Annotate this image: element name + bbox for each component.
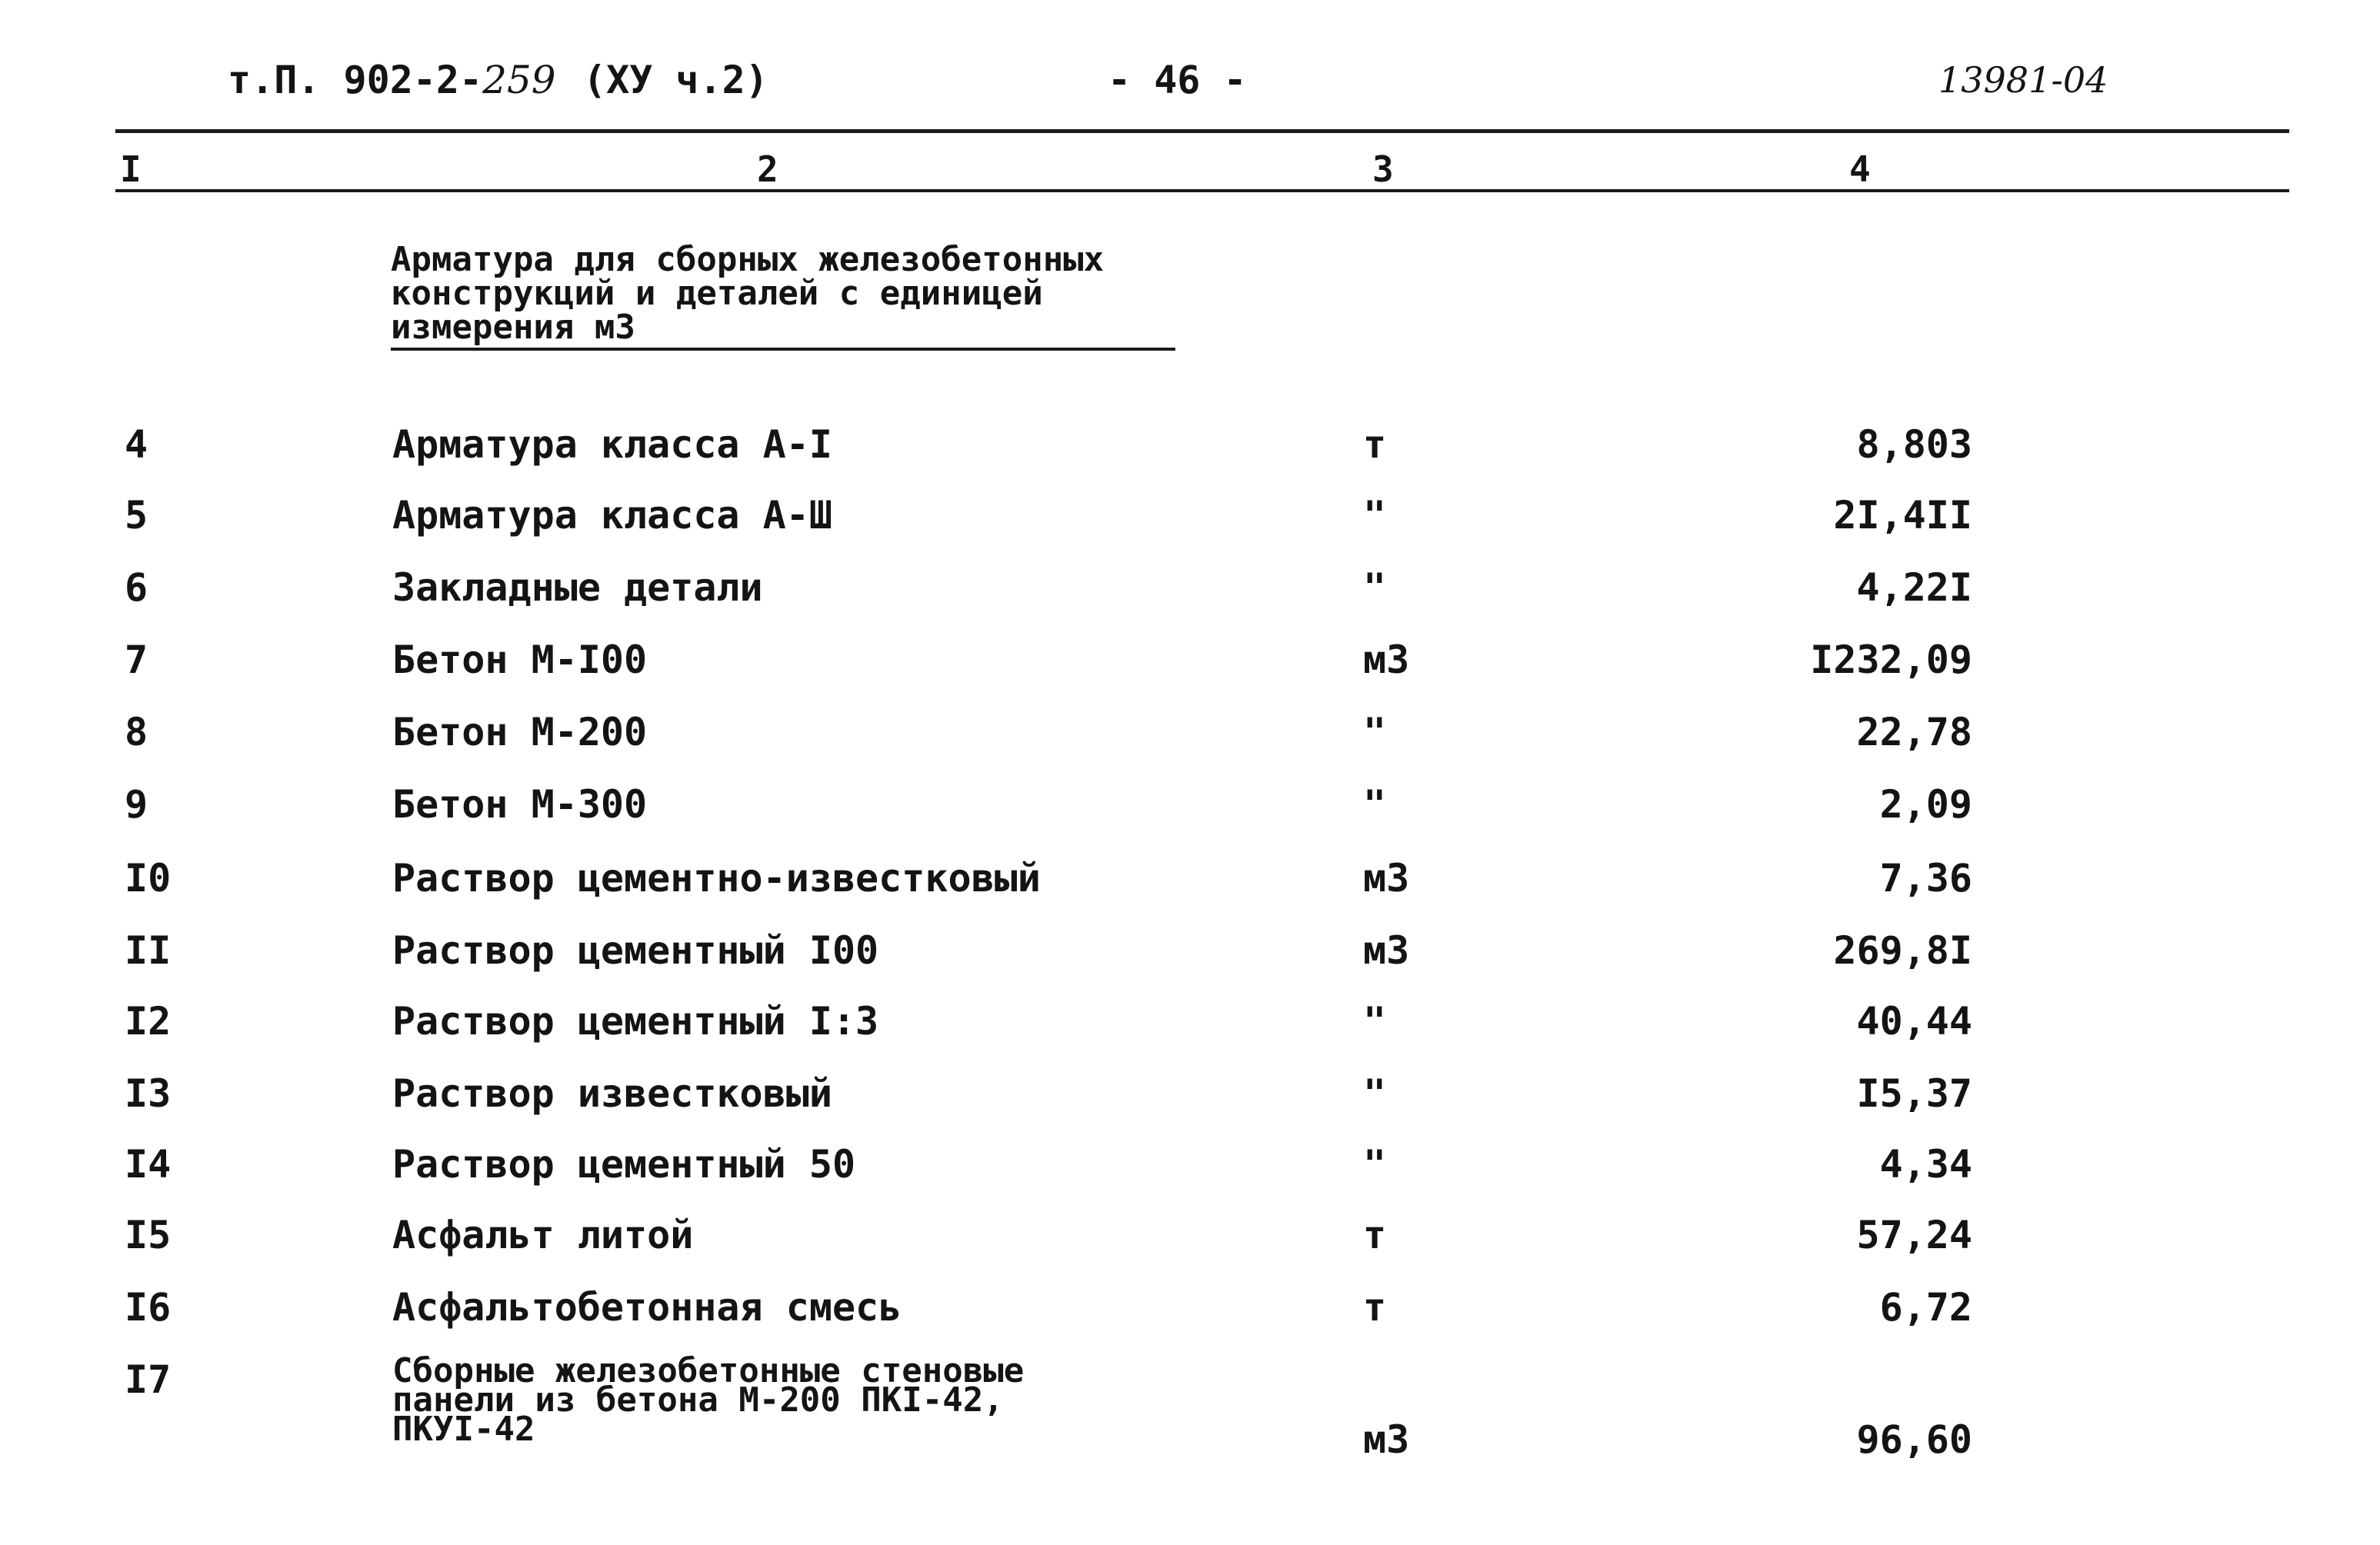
row-number: 4: [125, 422, 148, 467]
document-part: (ХУ ч.2): [583, 58, 768, 102]
row-name: Раствор цементный I00: [392, 928, 879, 973]
sheet-code: 13981-04: [1938, 59, 2108, 101]
row-value: I5,37: [1856, 1071, 1972, 1116]
document-reference: [228, 57, 556, 103]
row-value: 6,72: [1879, 1285, 1972, 1330]
document-reference-handwritten: 259: [482, 58, 556, 102]
row-name: Раствор цементно-известковый: [392, 856, 1041, 901]
row-unit: т: [1363, 422, 1387, 467]
table-row: [0, 855, 2380, 924]
row-unit: ": [1363, 565, 1387, 610]
table-row: [0, 1141, 2380, 1210]
row-value: 269,8I: [1833, 928, 1972, 973]
row-name: Раствор цементный 50: [392, 1142, 856, 1187]
row-name: Раствор цементный I:3: [392, 999, 879, 1044]
row-number: I3: [125, 1071, 172, 1116]
table-row: [0, 1284, 2380, 1354]
row-name: Асфальтобетонная смесь: [392, 1285, 902, 1330]
page-number: - 46 -: [1108, 58, 1247, 102]
row-unit: м3: [1363, 928, 1410, 973]
row-unit: м3: [1363, 1417, 1410, 1462]
row-value: 96,60: [1856, 1417, 1972, 1462]
section-title: Арматура для сборных железобетонных конструкций и деталей с единицей измерения м3: [391, 243, 1175, 351]
table-header-bottom-rule: [115, 189, 2289, 192]
table-row: [0, 564, 2380, 634]
row-unit: т: [1363, 1213, 1387, 1257]
table-row: [0, 781, 2380, 851]
row-value: 4,34: [1879, 1142, 1972, 1187]
table-row: [0, 927, 2380, 997]
table-row: [0, 492, 2380, 561]
table-row: [0, 709, 2380, 778]
row-unit: ": [1363, 1071, 1387, 1116]
row-number: 6: [125, 565, 148, 610]
row-number: 9: [125, 782, 148, 827]
table-row: [0, 421, 2380, 491]
row-name: Бетон М-300: [392, 782, 648, 827]
table-row: [0, 1212, 2380, 1281]
row-number: I2: [125, 999, 172, 1044]
row-value: I232,09: [1810, 638, 1972, 682]
row-value: 2,09: [1879, 782, 1972, 827]
row-unit: т: [1363, 1285, 1387, 1330]
row-unit: ": [1363, 1142, 1387, 1187]
row-number: I5: [125, 1213, 172, 1257]
document-reference-printed: т.П. 902-2-: [228, 58, 483, 102]
row-value: 40,44: [1856, 999, 1972, 1044]
row-number: I7: [125, 1357, 172, 1402]
row-unit: ": [1363, 493, 1387, 538]
row-name: Асфальт литой: [392, 1213, 694, 1257]
table-top-rule: [115, 129, 2289, 133]
row-value: 4,22I: [1856, 565, 1972, 610]
row-name: Сборные железобетонные стеновые панели из бетона М-200 ПКI-42, ПКУI-42: [392, 1351, 1025, 1449]
row-unit: ": [1363, 782, 1387, 827]
row-number: II: [125, 928, 172, 973]
row-value: 22,78: [1856, 710, 1972, 754]
row-name: Арматура класса А-Ш: [392, 493, 832, 538]
row-value: 2I,4II: [1833, 493, 1972, 538]
row-name: Закладные детали: [392, 565, 763, 610]
row-number: 8: [125, 710, 148, 754]
table-row: [0, 637, 2380, 706]
row-number: 7: [125, 638, 148, 682]
table-row: [0, 998, 2380, 1067]
row-value: 7,36: [1879, 856, 1972, 901]
row-name: Арматура класса А-I: [392, 422, 832, 467]
row-value: 57,24: [1856, 1213, 1972, 1257]
row-number: 5: [125, 493, 148, 538]
row-unit: м3: [1363, 856, 1410, 901]
table-row: [0, 1071, 2380, 1140]
row-name: Бетон М-I00: [392, 638, 648, 682]
column-header-2: 2: [757, 148, 778, 190]
row-name: Бетон М-200: [392, 710, 648, 754]
row-number: I4: [125, 1142, 172, 1187]
row-value: 8,803: [1856, 422, 1972, 467]
row-number: I6: [125, 1285, 172, 1330]
row-unit: м3: [1363, 638, 1410, 682]
row-unit: ": [1363, 710, 1387, 754]
row-unit: ": [1363, 999, 1387, 1044]
column-header-1: I: [120, 148, 142, 190]
row-name: Раствор известковый: [392, 1071, 832, 1116]
column-header-4: 4: [1849, 148, 1871, 190]
table-row: [0, 1351, 2380, 1495]
row-number: I0: [125, 856, 172, 901]
column-header-3: 3: [1372, 148, 1394, 190]
